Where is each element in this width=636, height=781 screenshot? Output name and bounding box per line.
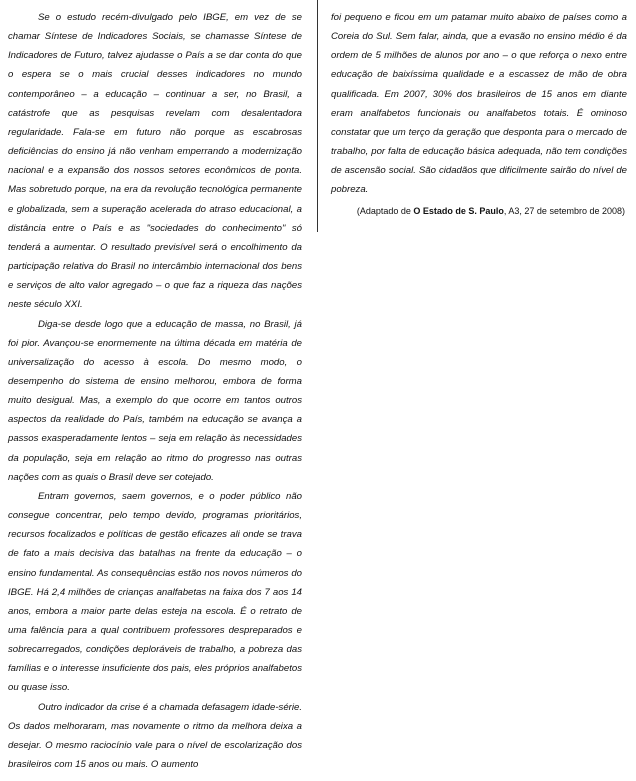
paragraph-4: Outro indicador da crise é a chamada defasagem idade-série. Os dados melhoraram, mas novamente o ritmo da melhora deixa a desejar. O mesmo raciocínio vale para o nível de escolarização dos brasileiros com 15 anos ou mais. O aumento (8, 701, 302, 771)
paragraph-4-continued: foi pequeno e ficou em um patamar muito abaixo de países como a Coreia do Sul. Sem falar, ainda, que a evasão no ensino médio é da ordem de 5 milhões de alunos por ano – o que reforça o nexo entre educação de baixíssima qualidade e a escassez de mão de obra qualificada. Em 2007, 30% dos brasileiros de 15 anos em diante eram analfabetos funcionais ou analfabetos totais. É ominoso constatar que um terço da geração que desponta para o mercado de trabalho, por falta de educação básica adequada, não tem condições de ascensão social. São cidadãos que dificilmente sairão do nível de pobreza. (331, 12, 627, 196)
paragraph-3: Entram governos, saem governos, e o poder público não consegue concentrar, pelo tempo devido, programas prioritários, recursos focalizados e políticas de gestão eficazes ali onde se trava de fato a mais decisiva das batalhas na frente da educação – o ensino fundamental. As consequências estão nos novos números do IBGE. Há 2,4 milhões de crianças analfabetas na faixa dos 7 aos 14 anos, embora a maior parte delas esteja na escola. É o retrato de uma falência para a qual contribuem professores despreparados e sobrecarregados, condições deploráveis de trabalho, a pobreza das famílias e o interesse insuficiente dos pais, eles próprios analfabetos ou quase isso. (8, 490, 302, 694)
source-suffix: , A3, 27 de setembro de 2008) (503, 205, 625, 216)
right-column (331, 8, 627, 218)
source-citation (331, 204, 627, 218)
column-divider (317, 0, 318, 232)
paragraph-1: Se o estudo recém-divulgado pelo IBGE, em vez de se chamar Síntese de Indicadores Sociais, se chamasse Síntese de Indicadores de Futuro, talvez ajudasse o País a se dar conta do que o espera se o mais crucial desses indicadores no mundo contemporâneo – a educação – continuar a ser, no Brasil, a catástrofe que as pesquisas revelam com desalentadora regularidade. Fala-se em futuro não porque as escabrosas deficiências do ensino já não venham emperrando a modernização nacional e a expansão dos nossos setores econômicos de ponta. Mas sobretudo porque, na era da revolução tecnológica permanente e globalizada, sem a superação acelerada do atraso educacional, a distância entre o País e as "sociedades do conhecimento" só tenderá a aumentar. O resultado previsível será o encolhimento da participação relativa do Brasil no intercâmbio internacional dos bens e serviços de alto valor agregado – o que faz a riqueza das nações neste século XXI. (8, 12, 302, 311)
paragraph-2: Diga-se desde logo que a educação de massa, no Brasil, já foi pior. Avançou-se enormemente na última década em matéria de universalização do acesso à escola. Do mesmo modo, o desempenho do sistema de ensino melhorou, embora de forma muito desigual. Mas, a exemplo do que ocorre em tantos outros aspectos da realidade do País, também na educação se avança a passos exasperadamente lentos – seja em relação às necessidades da população, seja em relação ao ritmo do progresso nas outras nações com as quais o Brasil deve ser cotejado. (8, 318, 302, 483)
left-column (8, 8, 302, 774)
source-prefix: (Adaptado de (356, 205, 414, 216)
source-publication: O Estado de S. Paulo (413, 205, 504, 216)
